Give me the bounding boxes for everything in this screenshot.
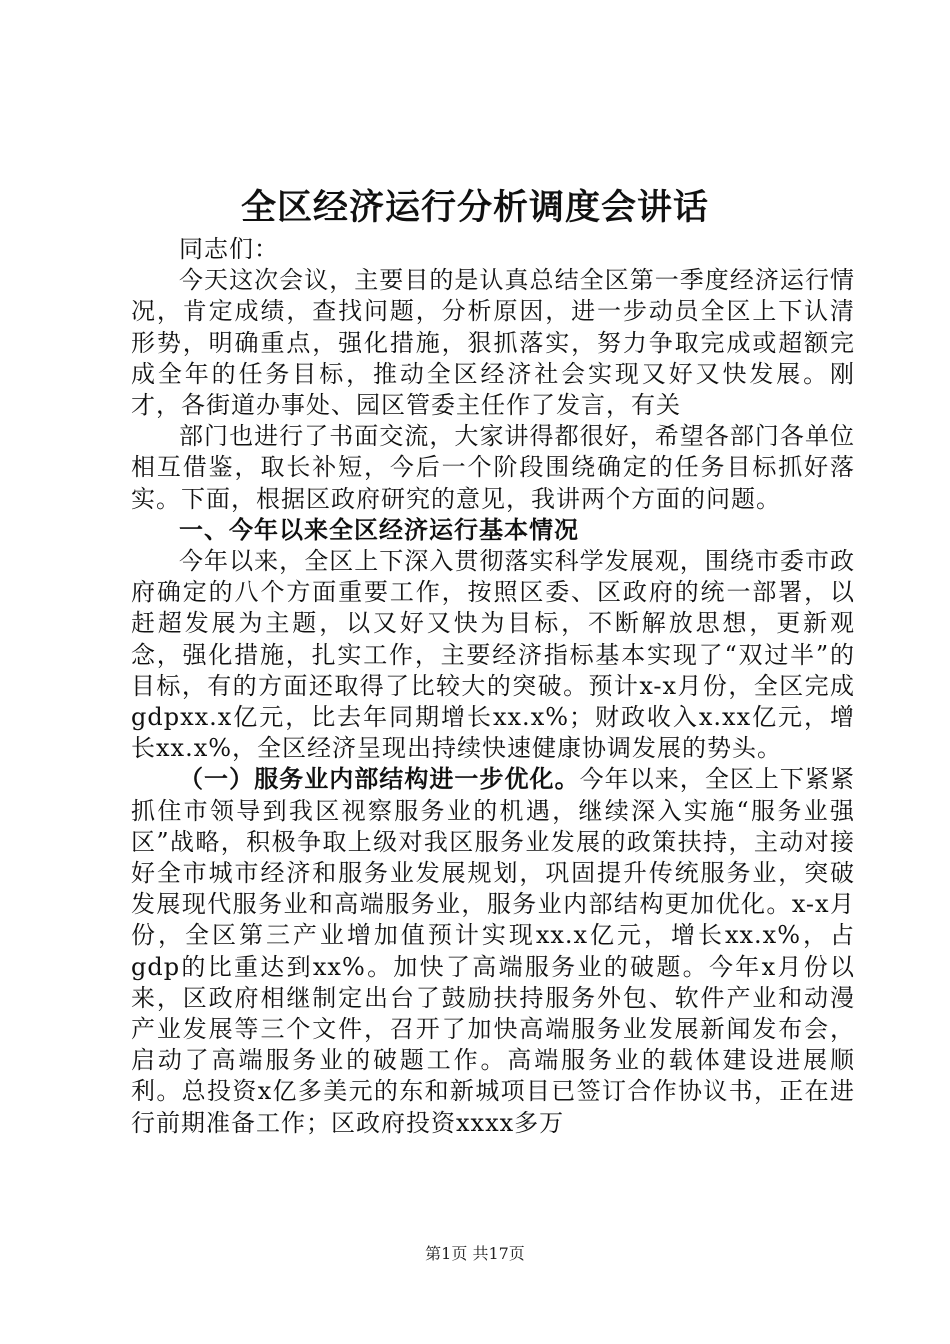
paragraph-services xyxy=(131,764,855,1138)
salutation: 同志们： xyxy=(179,235,279,263)
page-number-footer: 第1页 共17页 xyxy=(425,1244,525,1263)
document-body xyxy=(131,234,855,1139)
section-heading-1: 一、今年以来全区经济运行基本情况 xyxy=(179,515,579,544)
paragraph-services-body: 今年以来，全区上下紧紧抓住市领导到我区视察服务业的机遇，继续深入实施“服务业强区”战略，积极争取上级对我区服务业发展的政策扶持，主动对接好全市城市经济和服务业发展规划，巩固提升传统服务业，突破发展现代服务业和高端服务业，服务业内部结构更加优化。x-x月份，全区第三产业增加值预计实现xx.x亿元，增长xx.x%，占gdp的比重达到xx%。加快了高端服务业的破题。今年x月份以来，区政府相继制定出台了鼓励扶持服务外包、软件产业和动漫产业发展等三个文件，召开了加快高端服务业发展新闻发布会，启动了高端服务业的破题工作。高端服务业的载体建设进展顺利。总投资x亿多美元的东和新城项目已签订合作协议书，正在进行前期准备工作；区政府投资xxxx多万 xyxy=(131,765,856,1137)
paragraph-overview: 今年以来，全区上下深入贯彻落实科学发展观，围绕市委市政府确定的八个方面重要工作，按照区委、区政府的统一部署，以赶超发展为主题，以又好又快为目标，不断解放思想，更新观念，强化措施，扎实工作，主要经济指标基本实现了“双过半”的目标，有的方面还取得了比较大的突破。预计x-x月份，全区完成gdpxx.x亿元，比去年同期增长xx.x%；财政收入x.xx亿元，增长xx.x%，全区经济呈现出持续快速健康协调发展的势头。 xyxy=(131,547,855,763)
subsection-heading-1: （一）服务业内部结构进一步优化。 xyxy=(179,765,580,794)
paragraph-intro: 今天这次会议，主要目的是认真总结全区第一季度经济运行情况，肯定成绩，查找问题，分析原因，进一步动员全区上下认清形势，明确重点，强化措施，狠抓落实，努力争取完成或超额完成全年的任务目标，推动全区经济社会实现又好又快发展。刚才，各街道办事处、园区管委主任作了发言，有关 xyxy=(131,266,855,420)
document-title: 全区经济运行分析调度会讲话 xyxy=(240,188,709,228)
paragraph-intro-continued: 部门也进行了书面交流，大家讲得都很好，希望各部门各单位相互借鉴，取长补短，今后一个阶段围绕确定的任务目标抓好落实。下面，根据区政府研究的意见，我讲两个方面的问题。 xyxy=(131,422,855,513)
